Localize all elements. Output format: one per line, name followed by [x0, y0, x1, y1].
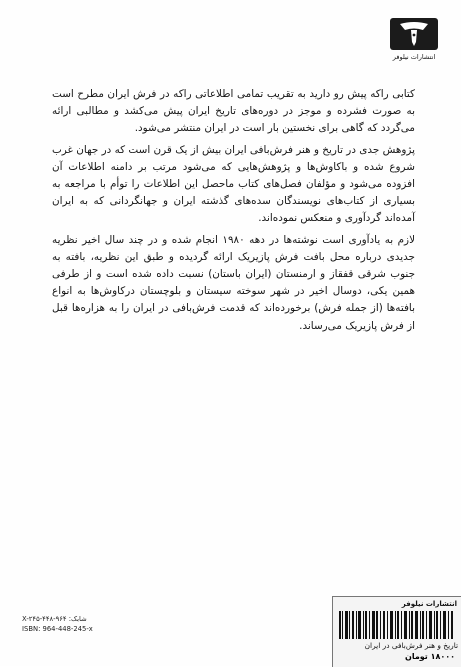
publisher-name: انتشارات نیلوفر [392, 53, 436, 61]
price-sticker [332, 596, 461, 667]
back-cover-text [52, 86, 415, 339]
sticker-book-title: تاریخ و هنر فرش‌بافی در ایران [364, 641, 458, 650]
paragraph-2: پژوهش جدی در تاریخ و هنر فرش‌بافی ایران بیش از یک قرن است که در جهان غرب شروع شده و باکاوش‌ها و پژوهش‌هایی که می‌شود مرتب بر دامنه اطلاعات آن افزوده می‌شود و مؤلفان فصل‌های کتاب ماحصل این اطلاعات را توأم با مراجعه به بسیاری از کتاب‌های نویسندگان سده‌های گذشته ایران و جهانگردانی که به ایران آمده‌اند گردآوری و منعکس نموده‌اند. [52, 143, 415, 225]
paragraph-3: لازم به یادآوری است نوشته‌ها در دهه ۱۹۸۰ انجام شده و در چند سال اخیر نظریه جدیدی درباره محل بافت فرش پازیریک ارائه گردیده و طبق این نظریه، بافته به جنوب شرقی قفقاز و ارمنستان (ایران باستان) نسبت داده شده است و از طرفی همین یکی، دوسال اخیر در شهر سوخته سیستان و بلوچستان درکاوش‌ها به انواع بافته‌ها (از جمله فرش) برخورده‌اند که قدمت فرش‌بافی در ایران را به هزاره‌ها قبل از فرش پازیریک می‌رساند. [52, 233, 416, 332]
isbn-persian: شابک: X-۲۴۵-۴۴۸-۹۶۴ [22, 615, 87, 623]
sticker-publisher: انتشارات نیلوفر [401, 600, 457, 608]
sticker-price: ۱۸۰۰۰ تومان [404, 652, 455, 661]
isbn-block [22, 614, 172, 634]
barcode-icon [339, 611, 455, 639]
pen-nib-logo-icon [390, 18, 438, 50]
publisher-logo [389, 18, 439, 61]
paragraph-1: کتابی راکه پیش رو دارید به تقریب تمامی اطلاعاتی راکه در فرش ایران مطرح است به صورت فشرده و موجز در دوره‌های تاریخ ایران پیش می‌کشد و مطالبی ارائه می‌گردد که گاهی برای نخستین بار است در ایران منتشر می‌شود. [52, 88, 415, 135]
isbn-english: ISBN: 964-448-245-x [22, 625, 93, 633]
